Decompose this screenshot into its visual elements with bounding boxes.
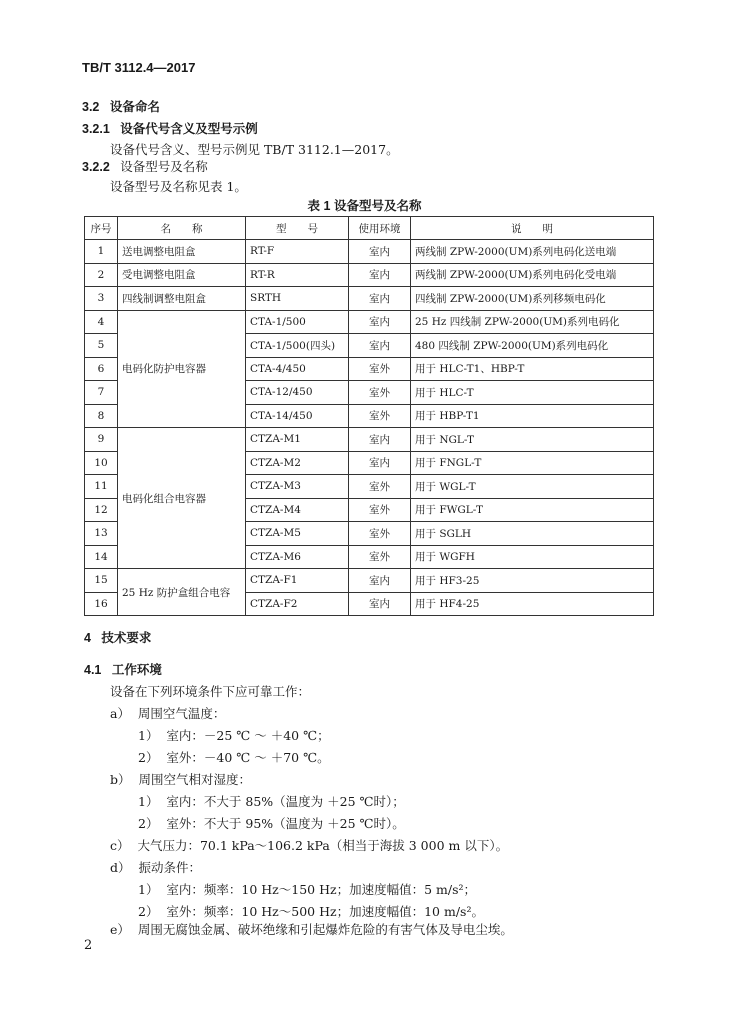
section-title: 设备型号及名称 (120, 159, 208, 174)
section-title: 工作环境 (111, 663, 162, 677)
list-item-d1 (138, 880, 476, 898)
list-label: 1） (138, 794, 159, 809)
cell-environment: 室外 (349, 357, 411, 381)
section-3-2-2-text: 设备型号及名称见表 1。 (110, 179, 247, 194)
section-number: 3.2.1 (82, 122, 110, 136)
section-4-1-heading (84, 660, 162, 678)
table-row (85, 428, 654, 452)
cell-description: 用于 HLC-T (411, 381, 654, 405)
table-row (85, 263, 654, 287)
document-header: TB/T 3112.4—2017 (82, 60, 196, 75)
cell-model: CTZA-F2 (246, 592, 349, 616)
cell-index: 10 (85, 451, 118, 475)
list-label: e） (110, 922, 130, 937)
header-name: 名 称 (118, 217, 246, 240)
cell-index: 12 (85, 498, 118, 522)
cell-name-merged: 电码化组合电容器 (118, 428, 246, 569)
cell-index: 3 (85, 287, 118, 311)
table-caption: 表 1 设备型号及名称 (307, 199, 422, 213)
cell-description: 用于 FWGL-T (411, 498, 654, 522)
cell-environment: 室外 (349, 475, 411, 499)
cell-index: 1 (85, 240, 118, 264)
list-text: 周围空气温度： (137, 706, 226, 721)
cell-name-merged: 电码化防护电容器 (118, 310, 246, 428)
cell-description: 两线制 ZPW-2000(UM)系列电码化送电端 (411, 240, 654, 264)
cell-environment: 室内 (349, 240, 411, 264)
cell-model: CTZA-F1 (246, 569, 349, 593)
list-text: 大气压力：70.1 kPa～106.2 kPa（相当于海拔 3 000 m 以下）。 (137, 838, 509, 853)
list-item-e (110, 920, 513, 938)
equipment-table (84, 216, 654, 616)
list-label: c） (110, 838, 130, 853)
list-text: 周围空气相对湿度： (138, 772, 251, 787)
section-3-2-1-heading (82, 119, 258, 137)
cell-model: CTZA-M4 (246, 498, 349, 522)
cell-environment: 室内 (349, 592, 411, 616)
cell-index: 15 (85, 569, 118, 593)
list-item-d (110, 858, 201, 876)
list-item-a1 (138, 726, 330, 744)
cell-description: 用于 SGLH (411, 522, 654, 546)
header-model: 型 号 (246, 217, 349, 240)
list-item-c (110, 836, 508, 854)
cell-model: CTA-4/450 (246, 357, 349, 381)
list-label: b） (110, 772, 131, 787)
table-row (85, 287, 654, 311)
cell-environment: 室内 (349, 451, 411, 475)
cell-environment: 室内 (349, 263, 411, 287)
section-number: 3.2 (82, 100, 100, 114)
cell-environment: 室外 (349, 381, 411, 405)
cell-environment: 室内 (349, 428, 411, 452)
list-text: 室内：不大于 85%（温度为 ＋25 ℃时）； (166, 794, 405, 809)
cell-index: 11 (85, 475, 118, 499)
list-item-b (110, 770, 251, 788)
cell-description: 用于 HF4-25 (411, 592, 654, 616)
section-title: 设备命名 (109, 100, 160, 114)
cell-description: 用于 HF3-25 (411, 569, 654, 593)
cell-model: CTA-12/450 (246, 381, 349, 405)
list-label: d） (110, 860, 131, 875)
table-row (85, 240, 654, 264)
list-label: 1） (138, 728, 159, 743)
cell-description: 用于 HBP-T1 (411, 404, 654, 428)
list-text: 室内：－25 ℃ ～ ＋40 ℃； (166, 728, 330, 743)
list-label: 2） (138, 816, 159, 831)
list-text: 振动条件： (138, 860, 201, 875)
cell-model: CTZA-M5 (246, 522, 349, 546)
section-3-2-2-heading (82, 157, 208, 175)
cell-description: 用于 FNGL-T (411, 451, 654, 475)
cell-model: CTZA-M2 (246, 451, 349, 475)
cell-index: 14 (85, 545, 118, 569)
section-4-heading (84, 628, 151, 646)
cell-description: 四线制 ZPW-2000(UM)系列移频电码化 (411, 287, 654, 311)
cell-model: SRTH (246, 287, 349, 311)
cell-description: 用于 NGL-T (411, 428, 654, 452)
cell-name: 四线制调整电阻盒 (118, 287, 246, 311)
cell-description: 用于 HLC-T1、HBP-T (411, 357, 654, 381)
cell-index: 16 (85, 592, 118, 616)
list-item-d2 (138, 902, 484, 920)
list-text: 室外：－40 ℃ ～ ＋70 ℃。 (166, 750, 330, 765)
cell-name-merged: 25 Hz 防护盒组合电容 (118, 569, 246, 616)
cell-environment: 室外 (349, 498, 411, 522)
cell-environment: 室外 (349, 522, 411, 546)
table-header-row (85, 217, 654, 240)
list-label: a） (110, 706, 130, 721)
cell-index: 13 (85, 522, 118, 546)
section-3-2-heading (82, 97, 160, 115)
cell-description: 用于 WGL-T (411, 475, 654, 499)
list-text: 室外：频率：10 Hz～500 Hz；加速度幅值：10 m/s²。 (166, 904, 484, 919)
header-index: 序号 (85, 217, 118, 240)
cell-description: 用于 WGFH (411, 545, 654, 569)
list-label: 1） (138, 882, 159, 897)
cell-index: 8 (85, 404, 118, 428)
cell-index: 7 (85, 381, 118, 405)
list-text: 室内：频率：10 Hz～150 Hz；加速度幅值：5 m/s²； (166, 882, 477, 897)
section-number: 4.1 (84, 663, 102, 677)
cell-index: 6 (85, 357, 118, 381)
section-4-1-intro: 设备在下列环境条件下应可靠工作： (110, 684, 311, 699)
cell-index: 9 (85, 428, 118, 452)
list-item-b1 (138, 792, 405, 810)
cell-environment: 室内 (349, 287, 411, 311)
section-title: 设备代号含义及型号示例 (120, 122, 258, 136)
section-number: 4 (84, 631, 91, 645)
cell-model: CTZA-M6 (246, 545, 349, 569)
header-environment: 使用环境 (349, 217, 411, 240)
cell-environment: 室内 (349, 310, 411, 334)
cell-environment: 室内 (349, 569, 411, 593)
section-3-2-1-text: 设备代号含义、型号示例见 TB/T 3112.1—2017。 (110, 142, 399, 157)
cell-model: CTA-1/500 (246, 310, 349, 334)
section-title: 技术要求 (101, 631, 152, 645)
cell-name: 受电调整电阻盒 (118, 263, 246, 287)
cell-index: 4 (85, 310, 118, 334)
list-label: 2） (138, 750, 159, 765)
cell-description: 480 四线制 ZPW-2000(UM)系列电码化 (411, 334, 654, 358)
table-row (85, 569, 654, 593)
cell-index: 2 (85, 263, 118, 287)
cell-model: CTZA-M1 (246, 428, 349, 452)
page-number: 2 (84, 938, 93, 953)
table-row (85, 310, 654, 334)
cell-model: CTA-14/450 (246, 404, 349, 428)
list-text: 室外：不大于 95%（温度为 ＋25 ℃时）。 (166, 816, 405, 831)
cell-description: 25 Hz 四线制 ZPW-2000(UM)系列电码化 (411, 310, 654, 334)
cell-environment: 室内 (349, 334, 411, 358)
cell-name: 送电调整电阻盒 (118, 240, 246, 264)
cell-model: CTA-1/500(四头) (246, 334, 349, 358)
cell-model: RT-R (246, 263, 349, 287)
header-description: 说 明 (411, 217, 654, 240)
list-item-a2 (138, 748, 330, 766)
cell-description: 两线制 ZPW-2000(UM)系列电码化受电端 (411, 263, 654, 287)
cell-index: 5 (85, 334, 118, 358)
cell-model: RT-F (246, 240, 349, 264)
list-text: 周围无腐蚀金属、破坏绝缘和引起爆炸危险的有害气体及导电尘埃。 (137, 922, 513, 937)
list-label: 2） (138, 904, 159, 919)
list-item-b2 (138, 814, 405, 832)
cell-environment: 室外 (349, 545, 411, 569)
cell-environment: 室外 (349, 404, 411, 428)
cell-model: CTZA-M3 (246, 475, 349, 499)
list-item-a (110, 704, 225, 722)
section-number: 3.2.2 (82, 160, 110, 174)
